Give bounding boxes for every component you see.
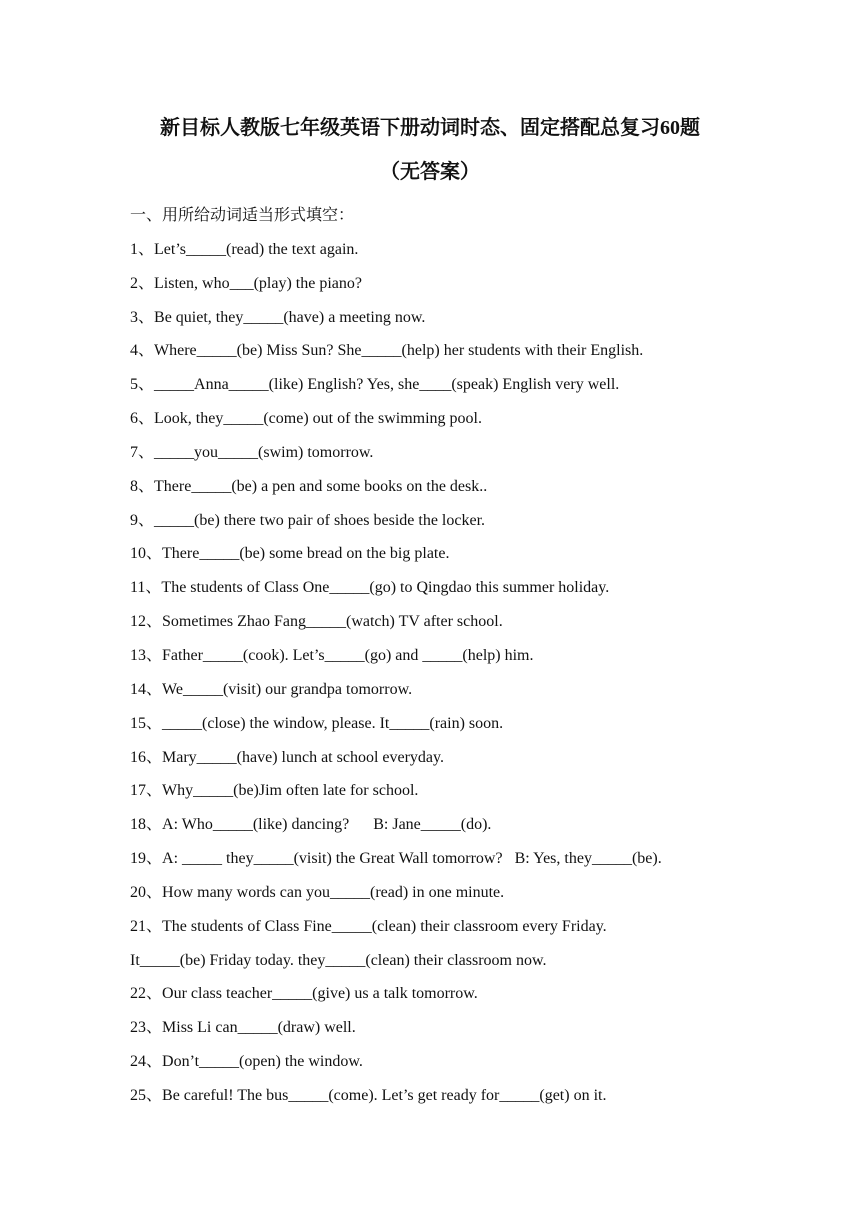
question-line <box>130 368 830 402</box>
question-line <box>130 267 830 301</box>
question-number: 16、 <box>130 748 163 766</box>
question-number: 8、 <box>130 477 155 495</box>
question-number: 12、 <box>130 613 163 631</box>
question-line <box>130 673 830 707</box>
question-text: Be careful! The bus_____(come). Let’s get ready for_____(get) on it. <box>162 1086 607 1104</box>
question-text: The students of Class Fine_____(clean) their classroom every Friday. <box>162 917 607 935</box>
question-number: 22、 <box>130 985 163 1003</box>
question-line <box>130 1011 830 1045</box>
question-number: 19、 <box>130 850 163 868</box>
question-number: 2、 <box>130 274 155 292</box>
question-line <box>130 910 830 944</box>
question-line <box>130 774 830 808</box>
question-text: It_____(be) Friday today. they_____(clean) their classroom now. <box>130 951 547 969</box>
document-body <box>130 199 830 1113</box>
question-text: Our class teacher_____(give) us a talk tomorrow. <box>162 985 478 1003</box>
question-number: 23、 <box>130 1019 163 1037</box>
question-line <box>130 1079 830 1113</box>
question-text: Let’s_____(read) the text again. <box>154 240 359 258</box>
question-text: Why_____(be)Jim often late for school. <box>162 782 419 800</box>
question-line <box>130 808 830 842</box>
question-number: 13、 <box>130 646 163 664</box>
question-number: 1、 <box>130 240 155 258</box>
question-line <box>130 436 830 470</box>
question-text: Miss Li can_____(draw) well. <box>162 1019 356 1037</box>
question-line <box>130 741 830 775</box>
document-subtitle: （无答案） <box>380 161 480 183</box>
question-number: 9、 <box>130 511 155 529</box>
question-line <box>130 707 830 741</box>
question-number: 24、 <box>130 1053 163 1071</box>
question-line <box>130 876 830 910</box>
question-text: Look, they_____(come) out of the swimming pool. <box>154 410 482 428</box>
question-text: _____(close) the window, please. It_____(rain) soon. <box>162 714 504 732</box>
question-line <box>130 504 830 538</box>
question-number: 21、 <box>130 917 163 935</box>
question-number: 6、 <box>130 410 155 428</box>
question-text: A: Who_____(like) dancing? B: Jane_____(do). <box>162 816 492 834</box>
question-line <box>130 233 830 267</box>
question-number: 5、 <box>130 376 155 394</box>
question-text: Don’t_____(open) the window. <box>162 1053 363 1071</box>
question-line <box>130 977 830 1011</box>
question-text: Listen, who___(play) the piano? <box>154 274 362 292</box>
question-text: _____(be) there two pair of shoes beside the locker. <box>154 511 486 529</box>
question-line <box>130 571 830 605</box>
question-number: 20、 <box>130 883 163 901</box>
question-line <box>130 842 830 876</box>
question-text: A: _____ they_____(visit) the Great Wall tomorrow? B: Yes, they_____(be). <box>162 850 662 868</box>
question-line <box>130 301 830 335</box>
question-line <box>130 1045 830 1079</box>
question-text: Father_____(cook). Let’s_____(go) and _____(help) him. <box>162 646 534 664</box>
question-text: _____Anna_____(like) English? Yes, she____(speak) English very well. <box>154 376 620 394</box>
question-number: 18、 <box>130 816 163 834</box>
question-text: There_____(be) some bread on the big plate. <box>162 545 450 563</box>
document-title: 新目标人教版七年级英语下册动词时态、固定搭配总复习60题 <box>160 117 700 139</box>
question-number: 17、 <box>130 782 163 800</box>
question-text: We_____(visit) our grandpa tomorrow. <box>162 680 413 698</box>
question-line <box>130 537 830 571</box>
question-number: 15、 <box>130 714 163 732</box>
section-heading: 一、用所给动词适当形式填空： <box>130 207 355 224</box>
question-line <box>130 605 830 639</box>
question-text: How many words can you_____(read) in one minute. <box>162 883 505 901</box>
question-text: The students of Class One_____(go) to Qingdao this summer holiday. <box>161 579 610 597</box>
question-text: Where_____(be) Miss Sun? She_____(help) her students with their English. <box>154 342 644 360</box>
question-continuation-line <box>130 944 830 978</box>
question-number: 10、 <box>130 545 163 563</box>
question-number: 7、 <box>130 443 155 461</box>
question-text: _____you_____(swim) tomorrow. <box>154 443 374 461</box>
question-line <box>130 639 830 673</box>
question-line <box>130 402 830 436</box>
question-number: 25、 <box>130 1086 163 1104</box>
question-number: 14、 <box>130 680 163 698</box>
question-number: 3、 <box>130 308 155 326</box>
question-text: Mary_____(have) lunch at school everyday. <box>162 748 444 766</box>
question-number: 11、 <box>130 579 162 597</box>
question-text: There_____(be) a pen and some books on the desk.. <box>154 477 488 495</box>
question-text: Sometimes Zhao Fang_____(watch) TV after school. <box>162 613 503 631</box>
question-number: 4、 <box>130 342 155 360</box>
question-line <box>130 334 830 368</box>
question-text: Be quiet, they_____(have) a meeting now. <box>154 308 426 326</box>
question-line <box>130 470 830 504</box>
